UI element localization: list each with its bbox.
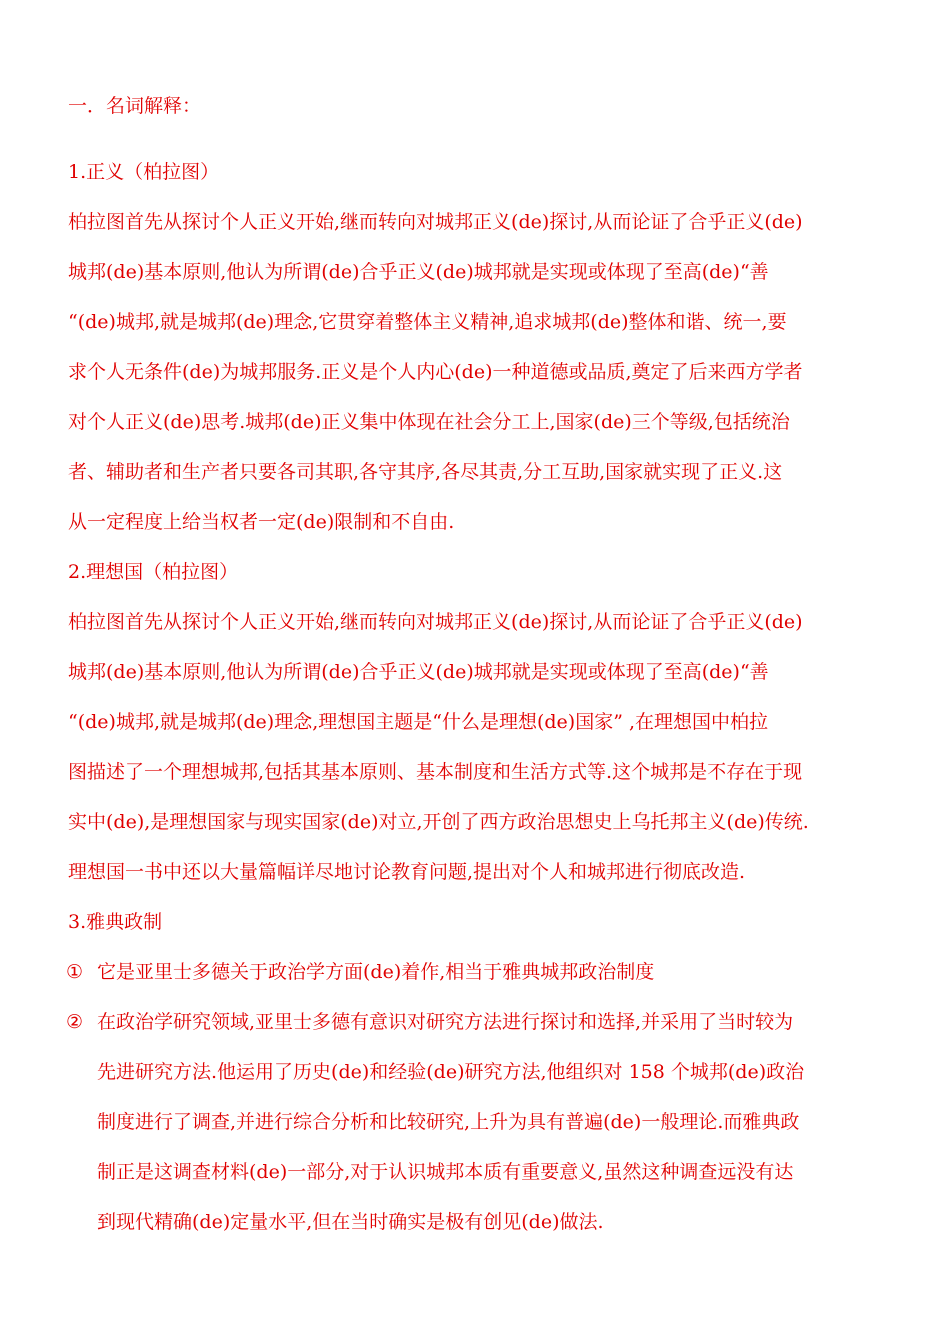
list-item-2-line: 在政治学研究领域,亚里士多德有意识对研究方法进行探讨和选择,并采用了当时较为 [97,1011,794,1033]
list-marker-1: ① [66,961,84,983]
list-item-2-line: 制度进行了调查,并进行综合分析和比较研究,上升为具有普遍(de)一般理论.而雅典政 [97,1111,800,1133]
term-title-justice: 1.正义（柏拉图） [68,161,220,183]
list-item-2-line: 先进研究方法.他运用了历史(de)和经验(de)研究方法,他组织对 158 个城邦(de)政治 [97,1061,805,1083]
paragraph-line: “(de)城邦,就是城邦(de)理念,它贯穿着整体主义精神,追求城邦(de)整体和谐、统一,要 [68,311,787,333]
paragraph-line: 实中(de),是理想国家与现实国家(de)对立,开创了西方政治思想史上乌托邦主义(de)传统. [68,811,809,833]
paragraph-line: 求个人无条件(de)为城邦服务.正义是个人内心(de)一种道德或品质,奠定了后来西方学者 [68,361,803,383]
paragraph-line: 对个人正义(de)思考.城邦(de)正义集中体现在社会分工上,国家(de)三个等级,包括统治 [68,411,790,433]
paragraph-line: 柏拉图首先从探讨个人正义开始,继而转向对城邦正义(de)探讨,从而论证了合乎正义(de) [68,611,803,633]
section-heading: 一．名词解释： [68,95,202,117]
term-title-republic: 2.理想国（柏拉图） [68,561,239,583]
paragraph-line: 图描述了一个理想城邦,包括其基本原则、基本制度和生活方式等.这个城邦是不存在于现 [68,761,803,783]
paragraph-line: 城邦(de)基本原则,他认为所谓(de)合乎正义(de)城邦就是实现或体现了至高(de)“善 [68,261,769,283]
list-item-1: 它是亚里士多德关于政治学方面(de)着作,相当于雅典城邦政治制度 [97,961,655,983]
paragraph-line: 者、辅助者和生产者只要各司其职,各守其序,各尽其责,分工互助,国家就实现了正义.这 [68,461,783,483]
list-marker-2: ② [66,1011,84,1033]
list-item-2-line: 到现代精确(de)定量水平,但在当时确实是极有创见(de)做法. [97,1211,604,1233]
paragraph-line: “(de)城邦,就是城邦(de)理念,理想国主题是“什么是理想(de)国家” ,在理想国中柏拉 [68,711,768,733]
paragraph-line: 理想国一书中还以大量篇幅详尽地讨论教育问题,提出对个人和城邦进行彻底改造. [68,861,746,883]
paragraph-line: 从一定程度上给当权者一定(de)限制和不自由. [68,511,455,533]
paragraph-line: 柏拉图首先从探讨个人正义开始,继而转向对城邦正义(de)探讨,从而论证了合乎正义(de) [68,211,803,233]
paragraph-line: 城邦(de)基本原则,他认为所谓(de)合乎正义(de)城邦就是实现或体现了至高(de)“善 [68,661,769,683]
list-item-2-line: 制正是这调查材料(de)一部分,对于认识城邦本质有重要意义,虽然这种调查远没有达 [97,1161,794,1183]
term-title-athenian-constitution: 3.雅典政制 [68,911,163,933]
